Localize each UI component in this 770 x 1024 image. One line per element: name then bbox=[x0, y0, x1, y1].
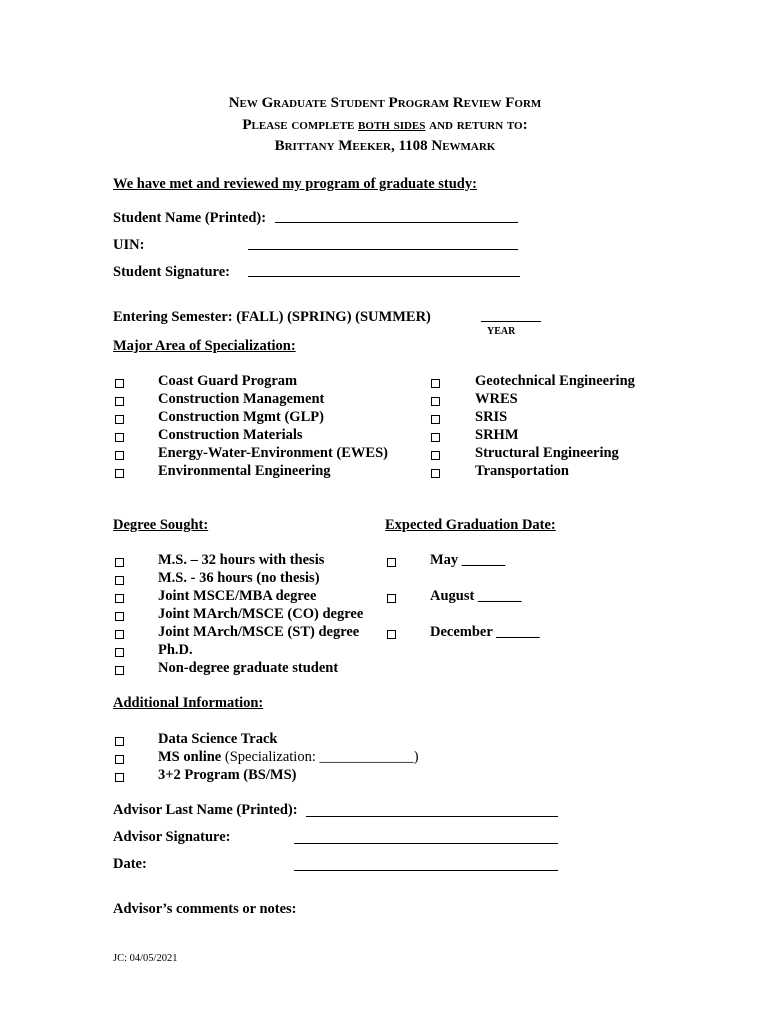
specialization-option: Transportation bbox=[475, 463, 569, 479]
year-field[interactable] bbox=[481, 321, 541, 322]
form-title: New Graduate Student Program Review Form bbox=[228, 95, 542, 111]
checkbox[interactable] bbox=[431, 451, 440, 460]
student-signature-label: Student Signature: bbox=[113, 264, 230, 280]
checkbox[interactable] bbox=[387, 558, 396, 567]
checkbox[interactable] bbox=[431, 433, 440, 442]
form-instructions: Please complete both sides and return to: bbox=[242, 117, 528, 133]
date-field[interactable] bbox=[294, 870, 558, 871]
specialization-option: SRIS bbox=[475, 409, 508, 425]
advisor-comments-area[interactable] bbox=[113, 922, 633, 950]
advisor-signature-field[interactable] bbox=[294, 843, 558, 844]
checkbox[interactable] bbox=[431, 469, 440, 478]
student-name-label: Student Name (Printed): bbox=[113, 210, 267, 226]
specialization-option: Environmental Engineering bbox=[158, 463, 331, 479]
degree-option: Joint MArch/MSCE (CO) degree bbox=[158, 606, 364, 622]
additional-option: 3+2 Program (BS/MS) bbox=[158, 767, 297, 783]
checkbox[interactable] bbox=[115, 594, 124, 603]
checkbox[interactable] bbox=[115, 558, 124, 567]
advisor-name-label: Advisor Last Name (Printed): bbox=[113, 802, 298, 818]
checkbox[interactable] bbox=[431, 379, 440, 388]
date-label: Date: bbox=[113, 856, 147, 872]
specialization-option: Construction Mgmt (GLP) bbox=[158, 409, 324, 425]
checkbox[interactable] bbox=[115, 451, 124, 460]
graduation-option: December ______ bbox=[430, 624, 540, 640]
checkbox[interactable] bbox=[387, 594, 396, 603]
checkbox[interactable] bbox=[431, 397, 440, 406]
graduation-date-heading: Expected Graduation Date: bbox=[385, 517, 556, 533]
degree-option: Joint MSCE/MBA degree bbox=[158, 588, 317, 604]
form-version-footer: JC: 04/05/2021 bbox=[113, 953, 178, 964]
uin-label: UIN: bbox=[113, 237, 145, 253]
checkbox[interactable] bbox=[115, 737, 124, 746]
specialization-option: SRHM bbox=[475, 427, 519, 443]
student-signature-field[interactable] bbox=[248, 276, 520, 277]
checkbox[interactable] bbox=[115, 576, 124, 585]
checkbox[interactable] bbox=[115, 612, 124, 621]
checkbox[interactable] bbox=[115, 379, 124, 388]
entering-semester-label: Entering Semester: (FALL) (SPRING) (SUMMER) bbox=[113, 309, 431, 325]
advisor-signature-label: Advisor Signature: bbox=[113, 829, 231, 845]
checkbox[interactable] bbox=[115, 666, 124, 675]
checkbox[interactable] bbox=[115, 397, 124, 406]
intro-statement: We have met and reviewed my program of graduate study: bbox=[113, 176, 477, 192]
checkbox[interactable] bbox=[115, 469, 124, 478]
additional-option-ms-online: MS online (Specialization: _____________) bbox=[158, 749, 419, 765]
degree-option: M.S. – 32 hours with thesis bbox=[158, 552, 325, 568]
specialization-option: Construction Materials bbox=[158, 427, 303, 443]
checkbox[interactable] bbox=[431, 415, 440, 424]
degree-option: Joint MArch/MSCE (ST) degree bbox=[158, 624, 360, 640]
checkbox[interactable] bbox=[115, 773, 124, 782]
checkbox[interactable] bbox=[387, 630, 396, 639]
specialization-option: Coast Guard Program bbox=[158, 373, 298, 389]
return-to-address: Brittany Meeker, 1108 Newmark bbox=[274, 138, 496, 154]
specialization-option: WRES bbox=[475, 391, 518, 407]
specialization-option: Construction Management bbox=[158, 391, 325, 407]
degree-sought-heading: Degree Sought: bbox=[113, 517, 209, 533]
specialization-option: Geotechnical Engineering bbox=[475, 373, 635, 389]
student-name-field[interactable] bbox=[275, 222, 518, 223]
degree-option: Non-degree graduate student bbox=[158, 660, 339, 676]
checkbox[interactable] bbox=[115, 648, 124, 657]
checkbox[interactable] bbox=[115, 415, 124, 424]
uin-field[interactable] bbox=[248, 249, 518, 250]
checkbox[interactable] bbox=[115, 630, 124, 639]
additional-info-heading: Additional Information: bbox=[113, 695, 264, 711]
specialization-heading: Major Area of Specialization: bbox=[113, 338, 296, 354]
year-caption: YEAR bbox=[487, 326, 516, 337]
specialization-blank[interactable]: (Specialization: _____________) bbox=[221, 749, 419, 765]
both-sides-emphasis: both sides bbox=[358, 117, 426, 133]
specialization-option: Energy-Water-Environment (EWES) bbox=[158, 445, 388, 461]
advisor-name-field[interactable] bbox=[306, 816, 558, 817]
checkbox[interactable] bbox=[115, 755, 124, 764]
additional-option: Data Science Track bbox=[158, 731, 278, 747]
graduation-option: May ______ bbox=[430, 552, 506, 568]
checkbox[interactable] bbox=[115, 433, 124, 442]
degree-option: M.S. - 36 hours (no thesis) bbox=[158, 570, 320, 586]
specialization-option: Structural Engineering bbox=[475, 445, 619, 461]
advisor-comments-label: Advisor’s comments or notes: bbox=[113, 901, 297, 917]
graduation-option: August ______ bbox=[430, 588, 522, 604]
degree-option: Ph.D. bbox=[158, 642, 193, 658]
